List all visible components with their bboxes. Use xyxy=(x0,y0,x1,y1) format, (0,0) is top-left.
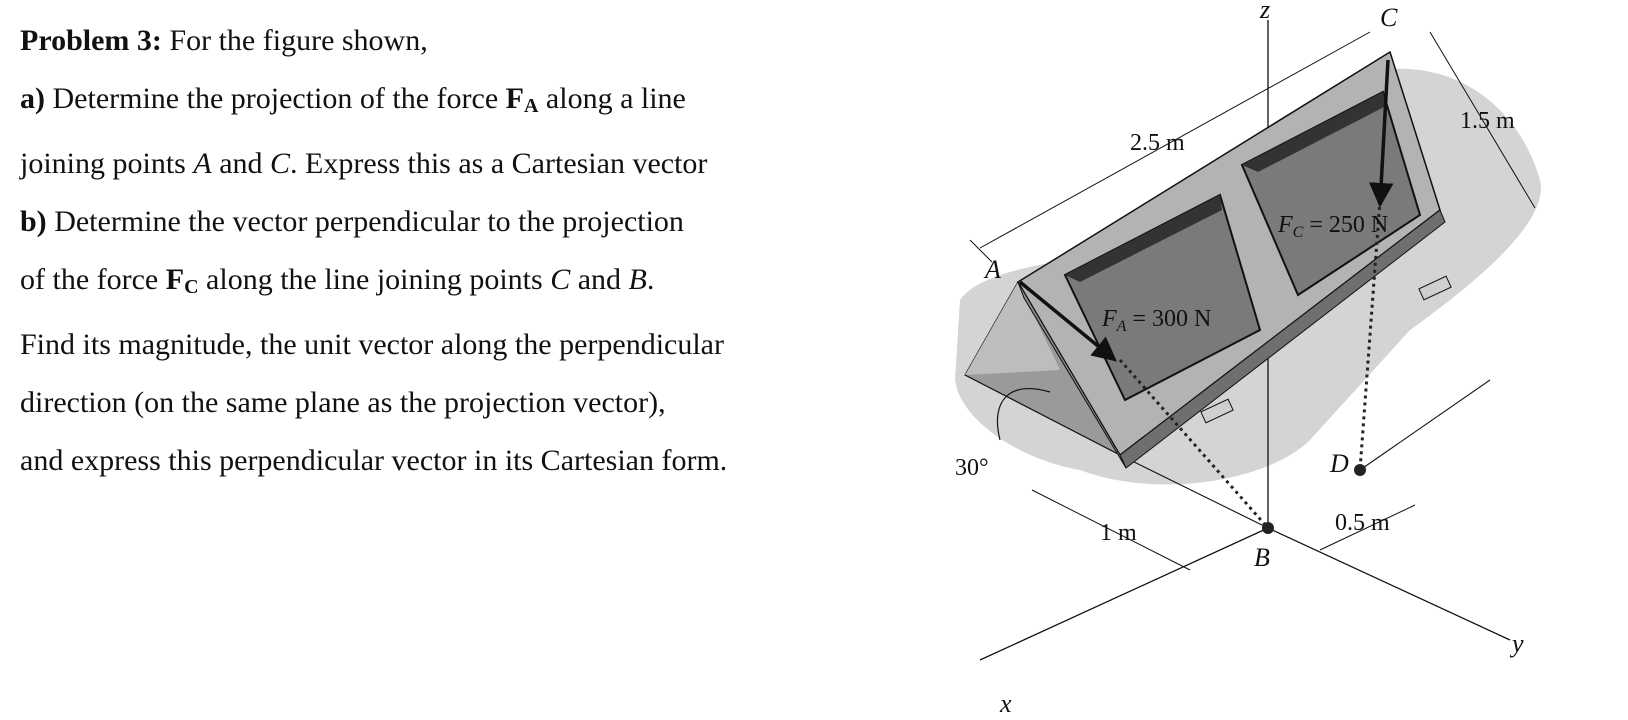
problem-intro: For the figure shown, xyxy=(161,24,428,57)
label-force-a-letter: F xyxy=(1102,306,1117,332)
problem-heading: Problem 3: xyxy=(20,24,162,57)
part-b-text: Determine the vector perpendicular to the projection xyxy=(46,205,684,238)
part-a-text-2: along a line xyxy=(538,82,686,115)
part-b-text-4: and xyxy=(570,263,629,296)
part-b-line-5: and express this perpendicular vector in its Cartesian form. xyxy=(20,444,728,477)
part-a-line-1 xyxy=(20,70,880,135)
part-a-text-5: . Express this as a Cartesian vector xyxy=(290,147,708,180)
label-point-d: D xyxy=(1330,449,1349,478)
point-a-ref: A xyxy=(193,147,212,180)
point-c-ref: C xyxy=(270,147,291,180)
label-dim-1: 1 m xyxy=(1100,520,1137,546)
label-dim-2-5: 2.5 m xyxy=(1130,130,1185,156)
label-force-a-subscript: A xyxy=(1116,318,1127,335)
part-b-text-5: . xyxy=(646,263,655,296)
label-point-b: B xyxy=(1254,543,1270,572)
label-force-c-value: = 250 N xyxy=(1303,212,1389,238)
part-a-line-2 xyxy=(20,135,880,193)
part-b-line-3: Find its magnitude, the unit vector along the perpendicular xyxy=(20,328,724,361)
part-b-text-2: of the force xyxy=(20,263,166,296)
force-c-letter: F xyxy=(165,263,185,296)
label-angle: 30° xyxy=(955,455,989,481)
part-b-text-3: along the line joining points xyxy=(198,263,551,296)
anchor-d xyxy=(1354,464,1366,476)
label-z-axis: z xyxy=(1260,0,1271,24)
point-b-ref: B xyxy=(628,263,647,296)
part-a-text: Determine the projection of the force xyxy=(45,82,506,115)
force-a-subscript: A xyxy=(523,95,539,117)
part-a-text-3: joining points xyxy=(20,147,194,180)
x-axis-line xyxy=(980,528,1268,660)
part-a-text-4: and xyxy=(211,147,271,180)
label-y-axis: y xyxy=(1512,629,1524,658)
label-point-c: C xyxy=(1380,3,1398,32)
label-force-a-value: = 300 N xyxy=(1126,306,1212,332)
label-force-c-subscript: C xyxy=(1292,224,1304,241)
part-b-line-2 xyxy=(20,251,880,316)
label-force-c-letter: F xyxy=(1278,212,1293,238)
label-x-axis: x xyxy=(1000,689,1012,718)
y-axis-line xyxy=(1268,528,1510,640)
force-a-letter: F xyxy=(505,82,524,115)
label-dim-0-5: 0.5 m xyxy=(1335,510,1390,536)
ground-line-d xyxy=(1360,380,1490,470)
label-point-a: A xyxy=(985,255,1001,284)
anchor-b xyxy=(1262,522,1274,534)
force-c-subscript: C xyxy=(184,276,199,298)
part-b-label: b) xyxy=(20,205,47,238)
part-b-line-4: direction (on the same plane as the projection vector), xyxy=(20,386,666,419)
point-c-ref-2: C xyxy=(550,263,571,296)
problem-figure xyxy=(940,0,1580,720)
force-c-symbol xyxy=(166,263,199,296)
part-b-line-1 xyxy=(20,193,880,251)
problem-statement xyxy=(20,12,880,490)
problem-heading-line xyxy=(20,12,880,70)
part-a-label: a) xyxy=(20,82,45,115)
label-dim-1-5: 1.5 m xyxy=(1460,108,1515,134)
force-a-symbol xyxy=(506,82,539,115)
